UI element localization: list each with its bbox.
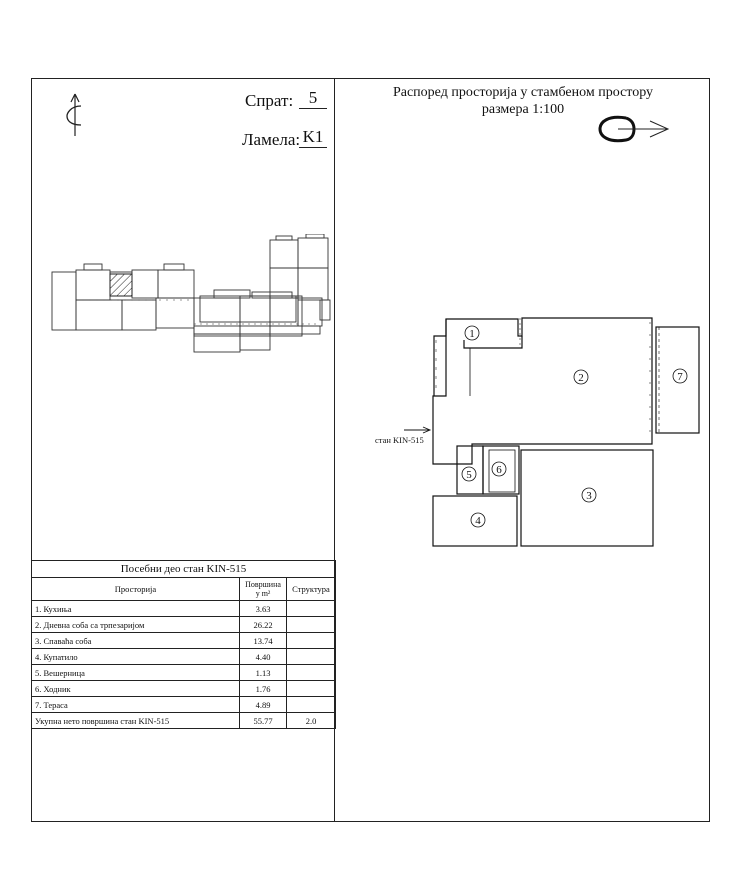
room-structure <box>287 697 336 713</box>
total-label: Укупна нето површина стан KIN-515 <box>32 713 240 729</box>
area-table <box>31 560 335 729</box>
room-structure <box>287 633 336 649</box>
room-area: 3.63 <box>240 601 287 617</box>
room-name: 3. Спаваћа соба <box>32 633 240 649</box>
room-name: 4. Купатило <box>32 649 240 665</box>
table-title: Посебни део стан KIN-515 <box>32 561 336 578</box>
col-structure-header: Структура <box>287 578 336 601</box>
room-number-6: 6 <box>496 464 502 476</box>
room-number-1: 1 <box>469 328 475 340</box>
floor-label: Спрат: <box>245 91 294 110</box>
room-name: 7. Тераса <box>32 697 240 713</box>
total-structure: 2.0 <box>287 713 336 729</box>
room-structure <box>287 617 336 633</box>
room-structure <box>287 681 336 697</box>
room-area: 1.76 <box>240 681 287 697</box>
north-arrow-icon <box>62 92 88 138</box>
room-area: 13.74 <box>240 633 287 649</box>
table-row <box>32 617 336 633</box>
room-name: 5. Вешерница <box>32 665 240 681</box>
room-number-4: 4 <box>475 515 481 527</box>
lamella-label: Ламела: <box>242 130 301 149</box>
room-area: 4.89 <box>240 697 287 713</box>
room-number-2: 2 <box>578 372 584 384</box>
room-number-3: 3 <box>586 490 592 502</box>
room-structure <box>287 665 336 681</box>
lamella-value: K1 <box>299 127 327 148</box>
room-name: 6. Ходник <box>32 681 240 697</box>
room-number-5: 5 <box>466 469 472 481</box>
room-structure <box>287 601 336 617</box>
room-area: 1.13 <box>240 665 287 681</box>
floor-value: 5 <box>299 88 327 109</box>
col-area-header: Површина у m² <box>240 578 287 601</box>
room-name: 2. Дневна соба са трпезаријом <box>32 617 240 633</box>
room-name: 1. Кухиња <box>32 601 240 617</box>
room-outline-kitchen-living <box>433 318 652 464</box>
table-row <box>32 681 336 697</box>
room-structure <box>287 649 336 665</box>
table-row <box>32 665 336 681</box>
table-row <box>32 633 336 649</box>
key-plan <box>44 234 334 358</box>
plan-title-line1: Распоред просторија у стамбеном простору <box>392 85 654 100</box>
room-area: 26.22 <box>240 617 287 633</box>
table-row <box>32 649 336 665</box>
table-row <box>32 601 336 617</box>
table-row <box>32 697 336 713</box>
entrance-label: стан KIN-515 <box>375 435 424 445</box>
total-area: 55.77 <box>240 713 287 729</box>
orientation-arrow-icon <box>598 112 672 146</box>
col-room-header: Просторија <box>32 578 240 601</box>
apartment-plan <box>360 312 705 552</box>
room-number-7: 7 <box>677 371 683 383</box>
room-area: 4.40 <box>240 649 287 665</box>
table-total-row <box>32 713 336 729</box>
plan-scale: размера 1:100 <box>481 102 565 117</box>
